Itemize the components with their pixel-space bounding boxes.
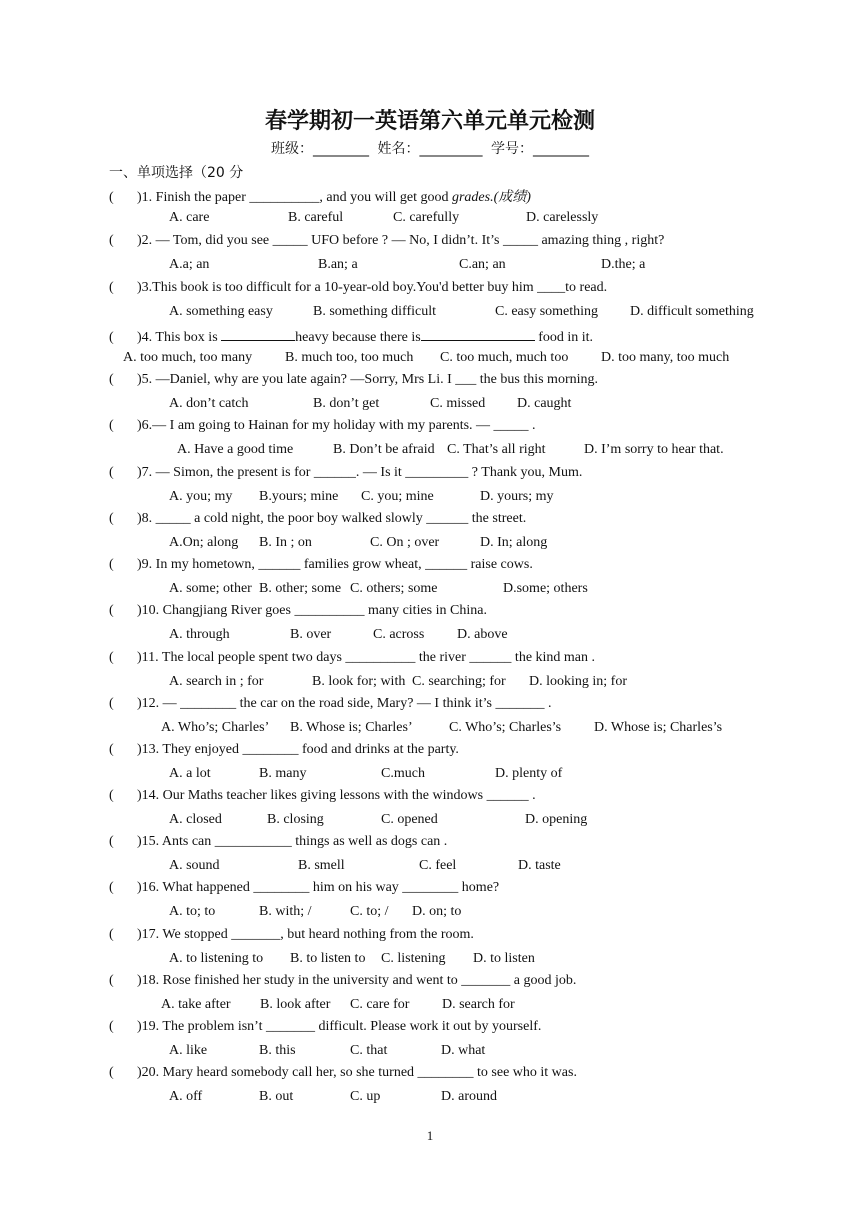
option-row <box>177 442 797 460</box>
option-row <box>169 581 789 599</box>
option-row <box>169 210 789 228</box>
option-a: A.a; an <box>169 257 210 272</box>
option-d: D. Whose is; Charles’s <box>594 720 723 735</box>
option-d: D. taste <box>518 858 561 873</box>
option-row <box>169 766 789 784</box>
question-text: food in it. <box>534 330 594 345</box>
page-title: 春学期初一英语第六单元单元检测 <box>264 108 595 134</box>
question-text: )6.— I am going to Hainan for my holiday with my parents. — _____ . <box>137 418 536 433</box>
question-stem <box>109 280 607 296</box>
question-text: )9. In my hometown, ______ families grow wheat, ______ raise cows. <box>137 557 533 572</box>
question-text: )4. This box is <box>137 330 222 345</box>
option-c: C.much <box>381 766 425 781</box>
option-b: B. smell <box>298 858 345 873</box>
name-field: 姓名：_________ <box>377 141 483 157</box>
question-stem <box>109 696 551 712</box>
option-c: C. That’s all right <box>447 442 546 457</box>
option-a: A. Have a good time <box>177 442 294 457</box>
option-c: C. listening <box>381 951 446 966</box>
option-d: D. what <box>441 1043 486 1058</box>
question-stem <box>109 233 664 249</box>
option-b: B. Whose is; Charles’ <box>290 720 413 735</box>
question-text: )11. The local people spent two days __________ the river ______ the kind man . <box>137 650 596 665</box>
option-row <box>169 858 789 876</box>
option-b: B. much too, too much <box>285 350 414 365</box>
option-a: A. search in ; for <box>169 674 264 689</box>
student-info-line <box>0 138 860 158</box>
option-b: B. In ; on <box>259 535 312 550</box>
student-number-field: 学号：________ <box>490 141 589 157</box>
option-a: A. take after <box>161 997 231 1012</box>
option-c: C. too much, much too <box>440 350 569 365</box>
option-row <box>169 812 789 830</box>
option-c: C. others; some <box>350 581 438 596</box>
question-stem <box>109 418 536 434</box>
question-stem <box>109 788 536 804</box>
option-a: A. through <box>169 627 230 642</box>
answer-paren: ( <box>109 650 114 665</box>
option-a: A. don’t catch <box>169 396 249 411</box>
option-d: D.the; a <box>601 257 646 272</box>
question-text-italic: grades.(成绩) <box>448 190 531 205</box>
question-stem <box>109 973 576 989</box>
option-c: C. feel <box>419 858 457 873</box>
option-b: B. don’t get <box>313 396 380 411</box>
option-row <box>169 627 789 645</box>
answer-paren: ( <box>109 696 114 711</box>
option-row <box>123 350 743 368</box>
question-text: )20. Mary heard somebody call her, so she turned ________ to see who it was. <box>137 1065 577 1080</box>
option-row <box>169 904 789 922</box>
question-stem <box>109 186 531 206</box>
class-field: 班级：________ <box>271 141 370 157</box>
answer-paren: ( <box>109 418 114 433</box>
option-a: A. sound <box>169 858 220 873</box>
option-c: C. that <box>350 1043 388 1058</box>
option-row <box>169 1089 789 1107</box>
option-d: D. around <box>441 1089 497 1104</box>
option-b: B. something difficult <box>313 304 437 319</box>
option-d: D. looking in; for <box>529 674 627 689</box>
answer-paren: ( <box>109 372 114 387</box>
question-stem <box>109 927 474 943</box>
option-b: B.yours; mine <box>259 489 339 504</box>
answer-paren: ( <box>109 973 114 988</box>
option-d: D. difficult something <box>630 304 754 319</box>
option-d: D. yours; my <box>480 489 554 504</box>
option-a: A. some; other <box>169 581 252 596</box>
question-text: )5. —Daniel, why are you late again? —Sorry, Mrs Li. I ___ the bus this morning. <box>137 372 599 387</box>
answer-paren: ( <box>109 233 114 248</box>
question-stem <box>109 650 595 666</box>
option-c: C. easy something <box>495 304 599 319</box>
question-text: )10. Changjiang River goes __________ many cities in China. <box>137 603 487 618</box>
option-b: B. look for; with <box>312 674 406 689</box>
option-b: B. other; some <box>259 581 342 596</box>
option-a: A. off <box>169 1089 203 1104</box>
option-b: B. this <box>259 1043 296 1058</box>
answer-paren: ( <box>109 511 114 526</box>
option-d: D. plenty of <box>495 766 563 781</box>
question-text: )1. Finish the paper __________, and you will get good <box>137 190 449 205</box>
option-a: A.On; along <box>169 535 239 550</box>
answer-paren: ( <box>109 280 114 295</box>
answer-paren: ( <box>109 603 114 618</box>
option-row <box>169 674 789 692</box>
option-d: D. search for <box>442 997 515 1012</box>
question-text: )3.This book is too difficult for a 10-year-old boy.You'd better buy him ____to read. <box>137 280 608 295</box>
option-d: D. carelessly <box>526 210 599 225</box>
option-b: B. careful <box>288 210 344 225</box>
option-c: C.an; an <box>459 257 506 272</box>
question-stem <box>109 1065 577 1081</box>
answer-paren: ( <box>109 557 114 572</box>
option-b: B. out <box>259 1089 294 1104</box>
option-a: A. something easy <box>169 304 273 319</box>
question-stem <box>109 880 499 896</box>
question-stem <box>109 465 582 481</box>
option-b: B. closing <box>267 812 324 827</box>
option-b: B. many <box>259 766 307 781</box>
answer-paren: ( <box>109 834 114 849</box>
option-b: B. over <box>290 627 332 642</box>
option-d: D.some; others <box>503 581 588 596</box>
question-text: )17. We stopped _______, but heard nothing from the room. <box>137 927 474 942</box>
option-c: C. On ; over <box>370 535 440 550</box>
question-stem <box>109 603 487 619</box>
question-stem <box>109 372 598 388</box>
question-text: )2. — Tom, did you see _____ UFO before ? — No, I didn’t. It’s _____ amazing thing , right? <box>137 233 665 248</box>
option-c: C. opened <box>381 812 438 827</box>
option-c: C. across <box>373 627 425 642</box>
option-d: D. above <box>457 627 508 642</box>
option-row <box>169 489 789 507</box>
option-b: B. Don’t be afraid <box>333 442 435 457</box>
option-row <box>161 720 781 738</box>
option-a: A. closed <box>169 812 222 827</box>
option-c: C. you; mine <box>361 489 434 504</box>
question-text: heavy because there is <box>295 330 421 345</box>
option-a: A. Who’s; Charles’ <box>161 720 270 735</box>
question-text: )8. _____ a cold night, the poor boy walked slowly ______ the street. <box>137 511 527 526</box>
option-a: A. a lot <box>169 766 211 781</box>
option-d: D. too many, too much <box>601 350 730 365</box>
question-stem <box>109 326 593 346</box>
option-c: C. Who’s; Charles’s <box>449 720 562 735</box>
question-stem <box>109 557 533 573</box>
answer-paren: ( <box>109 927 114 942</box>
answer-paren: ( <box>109 1019 114 1034</box>
blank-line <box>221 326 295 341</box>
option-a: A. you; my <box>169 489 233 504</box>
option-row <box>169 951 789 969</box>
option-a: A. care <box>169 210 210 225</box>
question-stem <box>109 834 447 850</box>
question-text: )14. Our Maths teacher likes giving lessons with the windows ______ . <box>137 788 536 803</box>
option-c: C. missed <box>430 396 486 411</box>
question-text: )12. — ________ the car on the road side, Mary? — I think it’s _______ . <box>137 696 552 711</box>
option-c: C. up <box>350 1089 381 1104</box>
answer-paren: ( <box>109 1065 114 1080</box>
section-heading: 一、单项选择（20 分 <box>109 165 244 181</box>
question-text: )19. The problem isn’t _______ difficult. Please work it out by yourself. <box>137 1019 542 1034</box>
option-d: D. to listen <box>473 951 535 966</box>
option-row <box>161 997 781 1015</box>
answer-paren: ( <box>109 190 114 205</box>
question-text: )15. Ants can ___________ things as well as dogs can . <box>137 834 448 849</box>
option-b: B. to listen to <box>290 951 366 966</box>
option-c: C. searching; for <box>412 674 506 689</box>
question-text: )16. What happened ________ him on his way ________ home? <box>137 880 500 895</box>
option-d: D. opening <box>525 812 588 827</box>
question-text: )13. They enjoyed ________ food and drinks at the party. <box>137 742 459 757</box>
question-stem <box>109 1019 541 1035</box>
option-b: B. look after <box>260 997 331 1012</box>
option-c: C. care for <box>350 997 410 1012</box>
question-stem <box>109 742 459 758</box>
option-a: A. to; to <box>169 904 216 919</box>
option-d: D. I’m sorry to hear that. <box>584 442 724 457</box>
option-row <box>169 396 789 414</box>
option-a: A. to listening to <box>169 951 264 966</box>
option-row <box>169 304 789 322</box>
option-d: D. In; along <box>480 535 548 550</box>
option-c: C. carefully <box>393 210 460 225</box>
option-row <box>169 1043 789 1061</box>
option-a: A. like <box>169 1043 208 1058</box>
option-b: B. with; / <box>259 904 312 919</box>
option-b: B.an; a <box>318 257 358 272</box>
answer-paren: ( <box>109 880 114 895</box>
option-d: D. on; to <box>412 904 462 919</box>
option-d: D. caught <box>517 396 572 411</box>
option-row <box>169 535 789 553</box>
answer-paren: ( <box>109 330 114 345</box>
answer-paren: ( <box>109 788 114 803</box>
answer-paren: ( <box>109 742 114 757</box>
option-row <box>169 257 789 275</box>
option-c: C. to; / <box>350 904 389 919</box>
question-text: )7. — Simon, the present is for ______. — Is it _________ ? Thank you, Mum. <box>137 465 583 480</box>
question-stem <box>109 511 526 527</box>
blank-line <box>421 326 535 341</box>
answer-paren: ( <box>109 465 114 480</box>
question-text: )18. Rose finished her study in the university and went to _______ a good job. <box>137 973 577 988</box>
option-a: A. too much, too many <box>123 350 253 365</box>
page-number: 1 <box>426 1128 434 1143</box>
